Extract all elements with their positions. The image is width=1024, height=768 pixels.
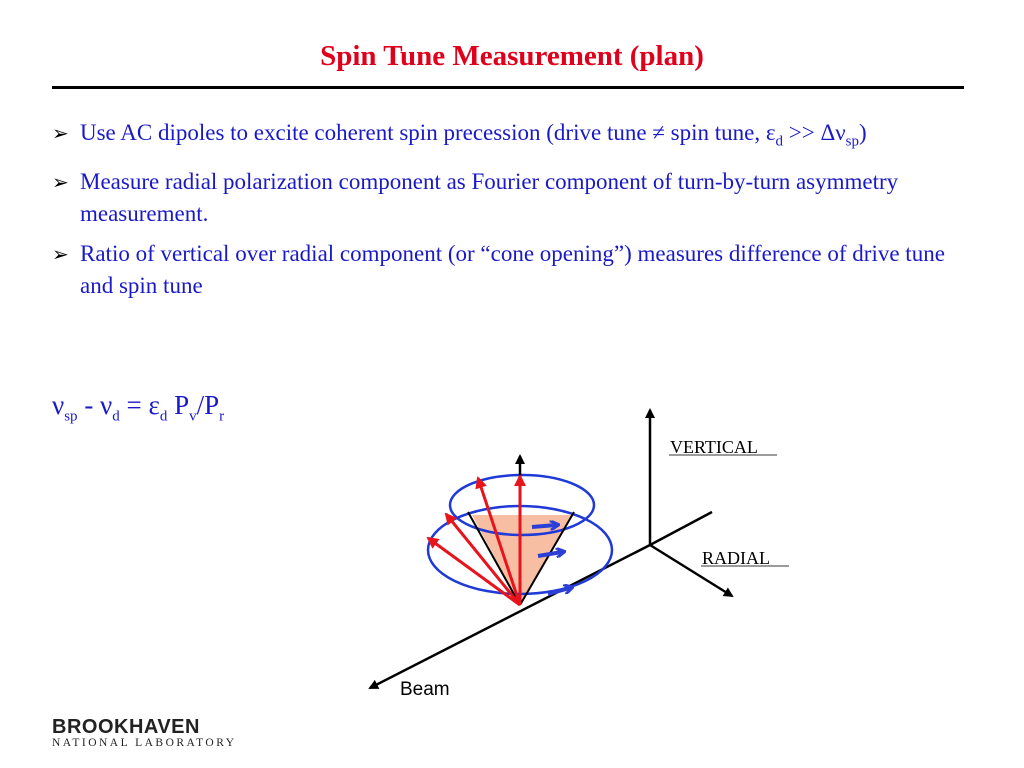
vertical-label: VERTICAL [670,437,758,457]
spin-tune-formula: $\nu_{sp} - \nu_d = \varepsilon_d$ $P_v/P_r$ [52,390,225,425]
slide-title: Spin Tune Measurement (plan) [320,40,704,72]
precession-arrow [532,525,556,527]
bullet-item: ➢ Use AC dipoles to excite coherent spin precession (drive tune ≠ spin tune, $\varepsilon_d >> \Delta\nu_{sp}$) [52,117,952,158]
bullet-item: ➢ Ratio of vertical over radial component (or “cone opening”) measures difference of drive tune and spin tune [52,238,952,302]
radial-label: RADIAL [702,548,770,568]
bullet-item: ➢ Measure radial polarization component as Fourier component of turn-by-turn asymmetry measurement. [52,166,952,230]
beam-label: Beam [400,679,450,700]
bullet-arrow-icon: ➢ [52,241,69,266]
bullet-arrow-icon: ➢ [52,169,69,194]
axis-upper-right [650,512,712,545]
bullet-arrow-icon: ➢ [52,121,69,145]
brookhaven-logo: BROOKHAVEN NATIONAL LABORATORY [52,716,237,749]
